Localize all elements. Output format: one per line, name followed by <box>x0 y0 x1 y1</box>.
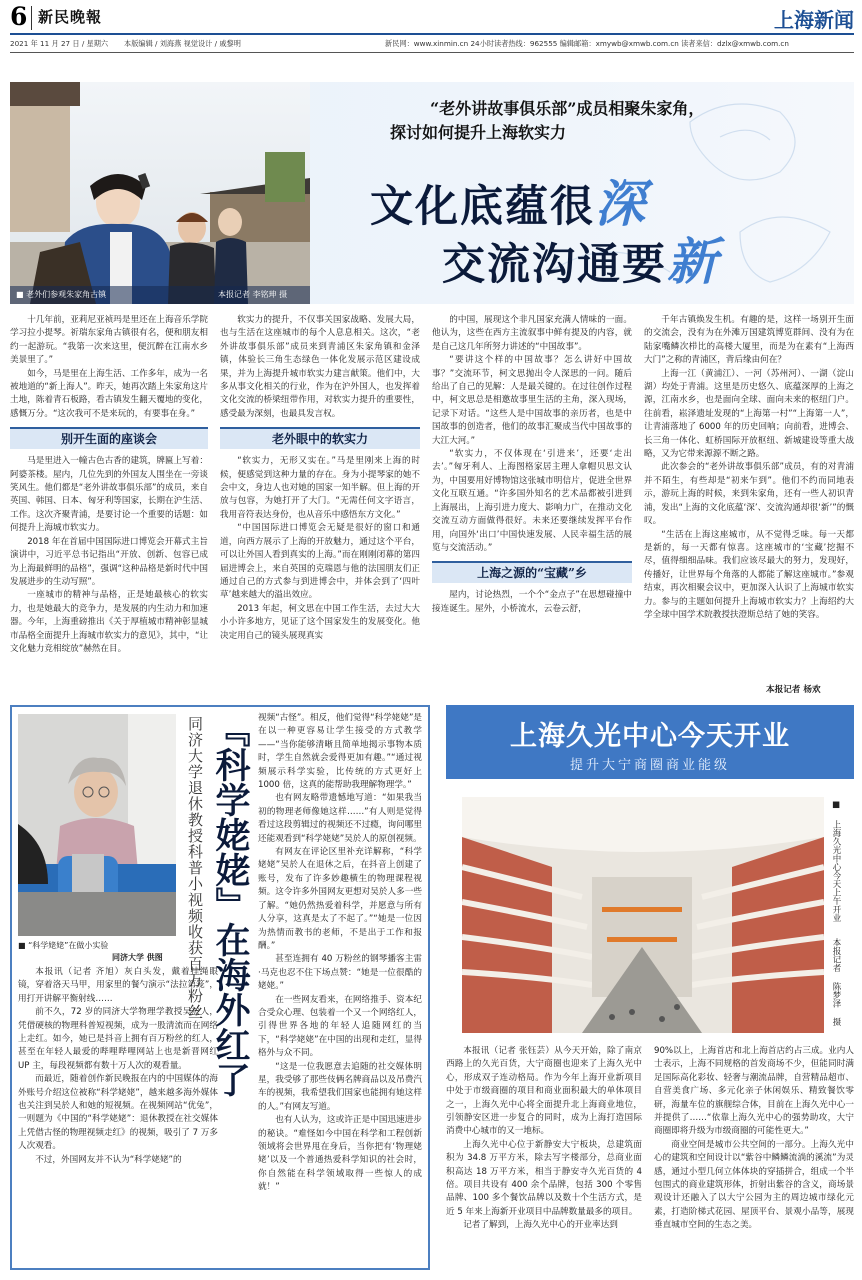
story3-subhead: 提升大宁商圈商业能级 <box>569 758 730 773</box>
editor-line: 本版编辑 / 刘海燕 视觉设计 / 戚黎明 <box>124 39 241 48</box>
story3-photo <box>462 797 824 1033</box>
story3-column-1 <box>446 1045 642 1269</box>
story1-kicker-1: “老外讲故事俱乐部”成员相聚朱家角， <box>430 99 705 118</box>
story2-headline: 『科学姥姥』在海外红了 <box>210 712 251 1097</box>
banner-area <box>10 82 854 304</box>
story3-headline: 上海久光中心今天开业 <box>510 721 790 752</box>
story1-column-4 <box>644 314 854 684</box>
science-grandma-image <box>18 714 176 936</box>
paragraph: 而最近，随着创作新民晚报在内的中国媒体的海外账号介绍这位被称“科学姥姥”，越来越多海外媒体也关注到吴於人和她的短视频。在视频网站“优兔”，一则题为《中国的“科学姥姥”：退休教授在社交媒体上凭借古怪的物理视频走红》的视频，吸引了 7 万多人次观看。 <box>18 1074 218 1152</box>
paragraph: 的中国，展现这个非凡国家充满人情味的一面。他认为，这些在西方主流叙事中鲜有提及的内容，就是自己这几年所努力讲述的“中国故事”。 <box>432 315 632 352</box>
story2-photo-credit: 同济大学 供图 <box>112 953 163 962</box>
story1-column-2 <box>220 314 420 694</box>
date-line: 2021 年 11 月 27 日 / 星期六 <box>10 39 109 48</box>
contact-line: 新民网：www.xinmin.cn 24小时读者热线：962555 编辑邮箱：xmywb@xmwb.com.cn 读者来信：dzlx@xmwb.com.cn <box>385 39 789 48</box>
subheader-rule <box>10 52 854 53</box>
story3-column-2 <box>654 1045 854 1269</box>
paragraph: 2018 年在首届中国国际进口博览会开幕式主旨演讲中，习近平总书记指出“开放、创新、包容已成为上海最鲜明的品格”，强调“这种品格是新时代中国发展进步的生动写照”。 <box>10 536 208 587</box>
story2-column-2 <box>258 712 422 1264</box>
paragraph: 十几年前，亚莉尼亚祯玛是里还在上海音乐学院学习拉小提琴。祈瑞东家角古镇很有名，便和朋友相约一起游玩。“我第一次来这里，便沉醉在江南水乡美景里了。” <box>10 315 208 366</box>
old-town-tourists-image <box>10 82 310 304</box>
paragraph: 有网友在评论区里补充详解称，“科学姥姥”吴於人在退休之后，在抖音上创建了账号，发布了许多妙趣横生的物理课程视频。这令许多外国网友更想对吴於人多一些了解。“她仍然热爱着科学，并愿意与所有人分享，这真是太了不起了。”“她是一位因为热情而教书的老师，不是出于工作和报酬。” <box>258 847 422 951</box>
paragraph: 不过，外国网友并不认为“科学姥姥”的 <box>35 1154 182 1165</box>
paragraph: 也有人认为，这或许正是中国迅速进步的秘诀。“难怪如今中国在科学和工程创新领域将会世界甩在身后，当你把有‘物理姥姥’以及一个普通热爱科学知识的社会时，你自然能在科学领域取得一些惊人的成就！” <box>258 1115 422 1193</box>
paragraph: 视频“古怪”。相反，他们觉得“科学姥姥”是在以一种更容易让学生接受的方式教学——“当你能够清晰且简单地揭示事物本质时，学生自然就会爱得更加有趣。”“通过视频展示科学实验，比传统的方式更好上 1000 倍，这真的能帮助我理解物理学。” <box>258 713 422 791</box>
story2-column-1 <box>18 966 218 1264</box>
story1-photo-caption: ■ 老外们参观朱家角古镇 <box>16 290 107 299</box>
paragraph: 在一些网友看来，在网络推手、资本纪合受众心理、包装着一个又一个网络红人，引得世界各地的年轻人追随网红的当下，“科学姥姥”在中国的出现和走红，显得格外与众不同。 <box>258 994 422 1059</box>
paragraph: 上海一江（黄浦江）、一河（苏州河）、一湖（淀山湖）均处于青浦。这里是历史悠久、底蕴深厚的上海之源，江南水乡，也是面向全球、面向未来的枢纽门户。往前看，崧泽遗址发现的“上海第一村”“上海第一人”，让青浦落地了 6000 年的历史回响；向前看，进博会、长三角一体化、虹桥国际开放枢纽、新城建设等重大战略，又为它带来源源不断之路。 <box>644 368 854 460</box>
paragraph: 软实力的提升，不仅事关国家战略、发展大局，也与生活在这座城市的每个人息息相关。这次，“老外讲故事俱乐部”成员来到青浦区朱家角镇和金泽镇，体验长三角生态绿色一体化发展示范区建设成果，并为上海提升城市软实力建言献策。他们中，大多从事文化相关的行业，作为在沪外国人，也发挥着文化交流的桥梁纽带作用，对软实力提升的重要性，感受最为深刻，也最具发言权。 <box>220 315 420 419</box>
paragraph: 马是里进入一幢古色古香的建筑，牌匾上写着：阿婆茶楼。屋内，几位先到的外国友人围坐在一旁谈笑风生。他们都是“老外讲故事俱乐部”的成员，来自英国、韩国、日本、匈牙利等国家，长期在沪生活、工作。这次齐聚青浦，是要讨论一个重要的话题：如何提升上海城市软实力。 <box>10 456 208 534</box>
paper-name: 新民晚報 <box>38 8 103 26</box>
story1-byline: 本报记者 杨欢 <box>766 685 821 695</box>
subheading: 上海之源的“宝藏”乡 <box>432 561 632 583</box>
paragraph: 2013 年起，柯文思在中国工作生活，去过大大小小许多地方，见证了这个国家发生的发展变化。他决定用自己的镜头展现真实 <box>220 603 420 641</box>
paragraph: “这是一位我愿意去追随的社交媒体明星，我受够了那些伎俩名牌商品以及吊费汽车的视频，我希望我们国家也能拥有她这样的人。”有网友写道。 <box>258 1061 422 1112</box>
paragraph: 如今，马是里在上海生活、工作多年，成为一名被地道的“新上海人”。昨天，她再次踏上朱家角这片土地，陈着青石板路，看古镇发生翻天覆地的变化，感慨万分。“这次我可不是来玩的，有要事在身。” <box>10 368 208 419</box>
paragraph: 上海久光中心位于新静安大宁板块，总建筑面积为 34.8 万平方米，除去写字楼部分，总商业面积高达 18 万平方米，相当于静安寺久光百货的 4 倍。项目共设有 400 余个品牌，包括 300 个零售品牌、100 多个餐饮品牌以及数十个生活方式，是近 5 年来上海新开业项目中品牌数量最多的项目。 <box>446 1139 642 1217</box>
header-rule <box>10 33 854 35</box>
paragraph: 此次参会的“老外讲故事俱乐部”成员，有的对青浦并不陌生，有些却是“初来乍到”。他们不约而同地表示，游玩上海的时候，来到朱家角，还有一些人初识青浦，发出“上海的文化底蕴‘深’、交流沟通却很‘新’”的慨叹。 <box>644 462 854 527</box>
story2-subhead: 同济大学退休教授科普小视频收获百万粉丝 <box>186 716 204 1020</box>
headline-1-accent: 深 <box>595 174 647 233</box>
story1-photo-credit: 本报记者 李铭珅 摄 <box>218 290 288 299</box>
story2-photo <box>18 714 176 936</box>
story1-photo <box>10 82 310 304</box>
paragraph: 本报讯（记者 张钰芸）从今天开始，除了南京西路上的久光百货，大宁商圈也迎来了上海久光中心，形成双子连动格局。作为今年上海开业新项目中处于市级商圈的项目和商业面积最大的单体项目之一，上海久光中心将全面提升北上海商业地位，引领静安区进一步复合的同时，成为上海打造国际消费中心城市的又一地标。 <box>446 1046 642 1137</box>
headline-2-text: 交流沟通要 <box>442 240 667 290</box>
paragraph: 本报讯（记者 齐旭）灰白头发，戴着挂绳眼镜，穿着洛天马甲，用家里的餐勺演示“法拉第笼”，用打开讲解平衡射线…… <box>18 967 218 1004</box>
paragraph: “软实力，无形又实在。”马是里刚来上海的时候，便感觉到这种力量的存在。身为小提琴家的她不会中文，身边人也对她的国家一知半解。但上海的开放与包容，为她打开了大门。“无需任何文字语言，我用音符表达身份，也从音乐中感悟东方文化。” <box>220 456 420 520</box>
paragraph: 千年古镇焕发生机。有趣的是，这样一场别开生面的交流会，没有为在外滩万国建筑博览群间、没有为在陆家嘴鳞次栉比的高楼大厦里，而是为在素有“上海西大门”之称的青浦区，背后缘由何在？ <box>644 315 854 366</box>
paragraph: 一座城市的精神与品格，正是她最核心的软实力，也是她最大的竞争力，是发展的内生动力和加速器。今年，上海重磅推出《关于厚植城市精神彰显城市品格全面提升上海城市软实力的意见》，其中，“让文化魅力竞相绽放”赫然在目。 <box>10 590 208 654</box>
subheading: 别开生面的座谈会 <box>10 427 208 449</box>
story1-column-3 <box>432 314 632 694</box>
paragraph: 甚至连拥有 40 万粉丝的钢琴播客主雷·马克也忍不住下场点赞：“她是一位很酷的姥姥。” <box>258 954 422 992</box>
story1-kicker-2: 探讨如何提升上海软实力 <box>390 123 567 142</box>
paragraph: “中国国际进口博览会无疑是很好的窗口和通道，向西方展示了上海的开放魅力，通过这个平台，可以让外国人看到真实的上海。”而在刚刚闭幕的第四届进博会上，来自英国的克瑞恩与他的法国朋友们正通过自己的方式参与到进博会中，并体会到了‘四叶草’越来越大的溢出效应。 <box>220 523 420 601</box>
mall-atrium-image <box>462 797 824 1033</box>
headline-1-text: 文化底蕴很 <box>370 182 595 232</box>
story2-photo-caption: ■ “科学姥姥”在做小实验 <box>18 941 109 950</box>
paragraph: 90%以上，上海首店和北上海首店约占三成。业内人士表示，上海不同规格的首发商场不少，但能同时满足国际高化彩妆、轻奢与潮流品牌，自营精品超市、自营美食广场、多元化亲子休闲娱乐、精致餐饮零研，海量车位的旗舰综合体，目前在上海久光中心一并提供了……“依靠上海久光中心的强势助攻，大宁商圈即将升级为市级商圈的可能性更大。” <box>654 1046 854 1137</box>
paragraph: 记者了解到，上海久光中心的开业率达到 <box>463 1220 618 1231</box>
headline-2-accent: 新 <box>667 232 719 291</box>
paragraph: 屋内，讨论热烈，一个个“金点子”在思想碰撞中接连诞生。屋外，小桥流水，云卷云舒， <box>432 590 632 614</box>
story1-column-1 <box>10 314 208 694</box>
paragraph: “生活在上海这座城市，从不觉得乏味。每一天都是新的，每一天都有惊喜。这座城市的‘宝藏’挖掘不尽，值得细细品味。我们应该尽最大的努力，发现好，传播好，让世界每个角落的人都能了解这座城市。”参观结束，再次相聚会议中，更加深入认识了上海城市软实力。参与的主题如何提升上海城市软实力？上海绍约大学全球中国学术院教授扶澄斯总结了她的笑容。 <box>644 529 854 620</box>
paragraph: 也有网友略带遗憾地写道：“如果我当初的物理老师像她这样……”有人则是觉得看过这段剪辑过的视频还不过瘾，询问哪里还能观看到“科学姥姥”吴於人的原创视频。 <box>258 793 422 844</box>
story3-photo-credit: 本报记者 陈梦泽 摄 <box>831 938 841 1026</box>
subheading: 老外眼中的软实力 <box>220 427 420 449</box>
header-divider <box>31 6 32 30</box>
paragraph: “软实力，不仅体现在‘引进来’，还要‘走出去’。”匈牙利人、上海图格家居主理人拿帽贝思文认为，中国要用好博物馆这张城市明信片，促进全世界文化互联互通。“许多国外知名的艺术品都被引进到上海展出，上海引进力度大、影响力广，在推动文化交流互动方面做得很好。未来还要继续发挥平台作用，向国外‘出口’中国快速发展、人民幸福生活的展览与交流活动。” <box>432 449 632 553</box>
story3-photo-caption: ■ 上海久光中心今天上午开业 <box>831 800 841 922</box>
section-name: 上海新闻 <box>774 8 854 32</box>
page-number: 6 <box>10 2 28 31</box>
story1-headline-2 <box>442 222 719 294</box>
paragraph: “要讲这个样的中国故事？怎么讲好中国故事？”交流环节，柯文思抛出令人深思的一问。随后给出了自己的见解：人是最关键的。在过往创作过程中，柯文思总是相邀故事里生活的主角，深入现场，记录下对话。“这些人是中国故事的亲历者，也是中国故事的创造者，他们的故事汇聚成当代中国故事的大江大河。” <box>432 355 632 446</box>
paragraph: 前不久，72 岁的同济大学物理学教授吴於人，凭借硬核的物理科普短视频，成为一股清流而在网络上走红。如今，她已是抖音上拥有百万粉丝的红人，甚至在年轻人最爱的哔哩哔哩网站上也是新晋网红 UP 主，每段视频都有数十万人次的观看量。 <box>18 1007 218 1071</box>
paragraph: 商业空间是城市公共空间的一部分。上海久光中心的建筑和空间设计以“紫谷中鳞鳞流淌的溪流”为灵感，通过小型几何立体体块的穿插拼合，组成一个半包围式的商业建筑形体，折射出紫谷的含义，商场景观设计还融入了以大宁公园为主的周边城市绿化元素，打造阶梯式花园、屋顶平台、景观小品等，展现垂直城市空间的生态之美。 <box>654 1139 854 1231</box>
